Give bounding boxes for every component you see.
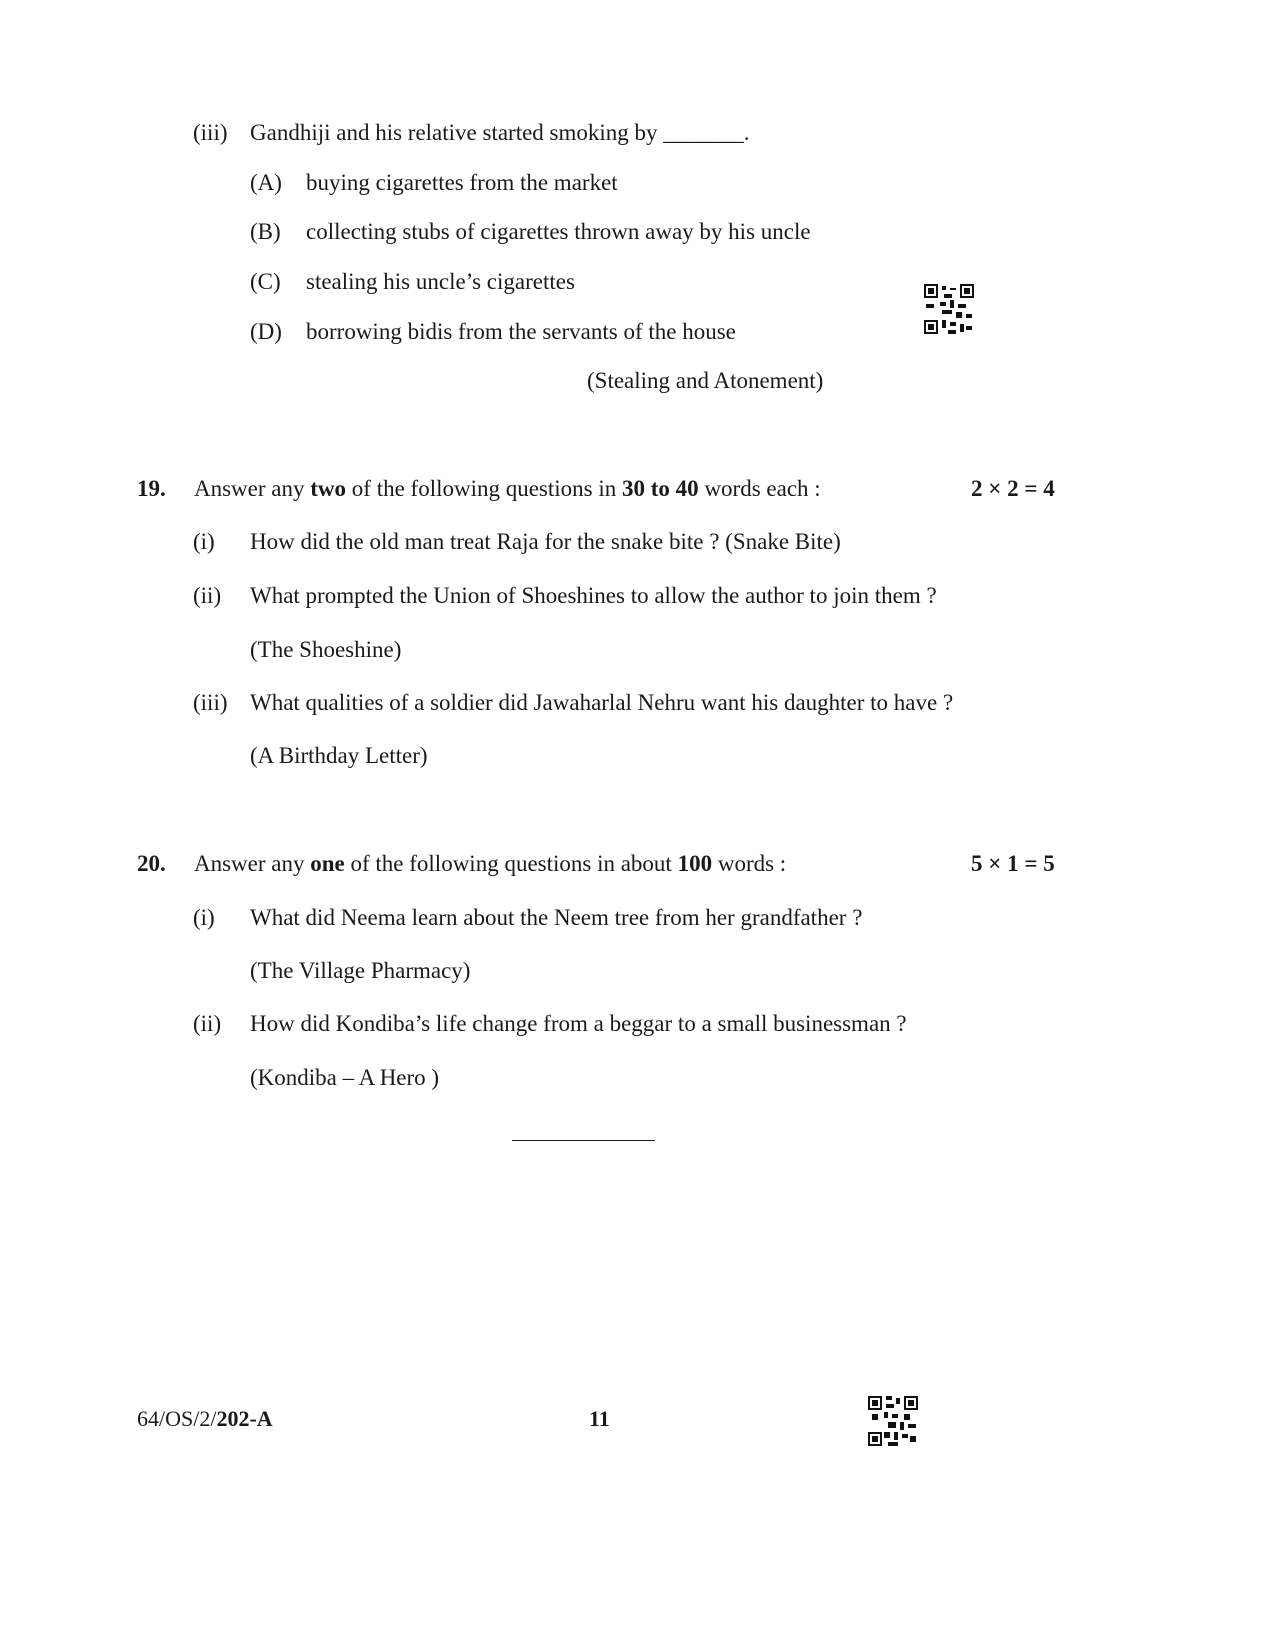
q20-item-ii-number: (ii) (193, 1011, 222, 1036)
end-of-questions-rule (512, 1140, 655, 1141)
q20-item-i-source: (The Village Pharmacy) (250, 958, 471, 983)
q19-item-ii-source: (The Shoeshine) (250, 637, 402, 662)
question-19-marks: 2 × 2 = 4 (971, 476, 1055, 501)
question-20-instruction: Answer any one of the following questions in about 100 words : (194, 851, 787, 876)
question-iii-source: (Stealing and Atonement) (587, 368, 824, 393)
option-c-label: (C) (250, 269, 281, 294)
q19-item-ii-text: What prompted the Union of Shoeshines to allow the author to join them ? (250, 583, 937, 608)
option-b-text: collecting stubs of cigarettes thrown away by his uncle (306, 219, 811, 244)
page-number: 11 (589, 1406, 610, 1431)
option-b-label: (B) (250, 219, 281, 244)
q19-item-ii-number: (ii) (193, 583, 222, 608)
q20-item-i-number: (i) (193, 905, 215, 930)
q19-item-iii-source: (A Birthday Letter) (250, 743, 428, 768)
q19-item-i-number: (i) (193, 529, 215, 554)
option-d-text: borrowing bidis from the servants of the house (306, 319, 736, 344)
option-d-label: (D) (250, 319, 282, 344)
option-a-label: (A) (250, 170, 282, 195)
q19-item-iii-number: (iii) (193, 690, 228, 715)
q19-item-i-text: How did the old man treat Raja for the snake bite ? (Snake Bite) (250, 529, 841, 554)
q19-item-iii-text: What qualities of a soldier did Jawaharlal Nehru want his daughter to have ? (250, 690, 954, 715)
qr-code-icon (924, 284, 974, 334)
q20-item-ii-text: How did Kondiba’s life change from a beggar to a small businessman ? (250, 1011, 907, 1036)
question-20-number: 20. (137, 851, 166, 876)
question-19-instruction: Answer any two of the following questions in 30 to 40 words each : (194, 476, 821, 501)
question-20-marks: 5 × 1 = 5 (971, 851, 1055, 876)
question-iii-number: (iii) (193, 120, 228, 145)
footer-qr-code-icon (868, 1396, 918, 1446)
q20-item-ii-source: (Kondiba – A Hero ) (250, 1065, 440, 1090)
option-c-text: stealing his uncle’s cigarettes (306, 269, 575, 294)
paper-code: 64/OS/2/202-A (137, 1406, 273, 1431)
question-19-number: 19. (137, 476, 166, 501)
question-iii-stem: Gandhiji and his relative started smoking by _______. (250, 120, 750, 145)
q20-item-i-text: What did Neema learn about the Neem tree from her grandfather ? (250, 905, 863, 930)
option-a-text: buying cigarettes from the market (306, 170, 618, 195)
